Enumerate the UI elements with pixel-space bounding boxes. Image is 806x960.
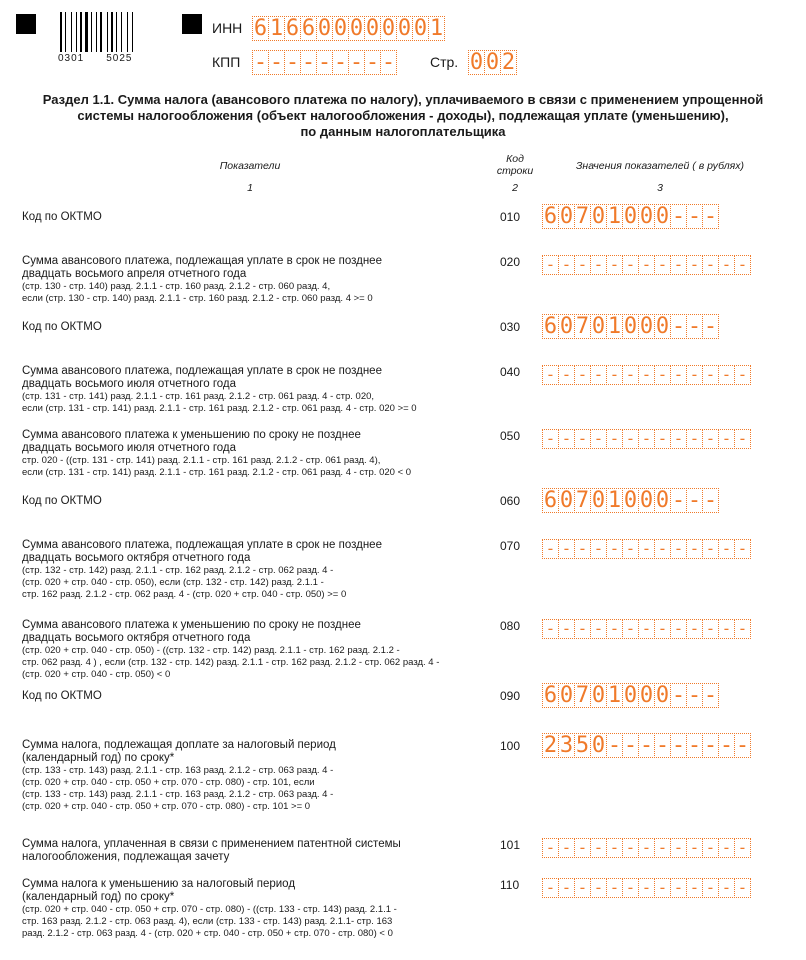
row-code: 101 [500,838,521,852]
barcode-bar [80,12,82,52]
barcode-bar [93,12,95,52]
row-label [22,539,492,601]
row-label [22,321,492,334]
field-cell: 6 [543,203,558,229]
field-cell: - [574,878,591,898]
field-cell: 7 [575,682,590,708]
barcode-bar [78,12,79,52]
field-cell: 2 [543,732,558,758]
row-formula: (стр. 133 - стр. 143) разд. 2.1.1 - стр. 163 разд. 2.1.2 - стр. 063 разд. 4 - (стр. 020 + стр. 040 - стр. 050 + стр. 070 - стр. 080) - стр. 101, если (стр. 133 - стр. 143) разд. 2.1.1 - стр. 163 разд. 2.1.2 - стр. 063 разд. 4 - (стр. 020 + стр. 040 - стр. 050 + стр. 070 - стр. 080) - стр. 101 >= 0 [22,765,334,812]
field-cell: - [606,878,623,898]
row-label-text: Код по ОКТМО [22,495,102,507]
field-cell: - [686,255,703,275]
field-cell: - [622,878,639,898]
field-cell: - [718,365,735,385]
field-cell: - [734,429,751,449]
row-label [22,739,492,813]
field-cell: - [622,365,639,385]
column-indicators-header: Показатели [219,160,281,172]
row-code: 110 [500,878,520,892]
field-cell: - [590,838,607,858]
row-code: 050 [500,429,521,443]
field-cell: 7 [575,203,590,229]
field-cell: - [670,619,687,639]
row-value-field[interactable] [542,683,718,708]
column-code-number: 2 [512,182,518,194]
field-cell: - [702,838,719,858]
barcode-bar [111,12,113,52]
barcode-number-left: 0301 [58,53,85,64]
barcode-bar [96,12,97,52]
field-cell: 3 [559,732,574,758]
field-cell: - [686,838,703,858]
row-code: 060 [500,494,521,508]
corner-marker-right [182,14,202,34]
field-cell: - [719,732,734,758]
field-cell: - [622,255,639,275]
row-label [22,878,492,940]
field-cell: - [671,313,686,339]
field-cell: - [670,429,687,449]
field-cell: - [702,878,719,898]
barcode-bar [73,12,75,52]
field-cell: 0 [317,15,332,41]
field-cell: - [687,682,702,708]
field-cell: 1 [607,203,622,229]
field-cell: - [607,732,622,758]
section-title [0,92,806,140]
corner-marker-left [16,14,36,34]
column-values-number: 3 [657,182,663,194]
field-cell: - [606,838,623,858]
field-cell: 0 [639,203,654,229]
field-cell: - [655,732,670,758]
barcode-bar [103,12,106,52]
barcode-bar [60,12,62,52]
field-cell: - [574,365,591,385]
field-cell: 1 [607,487,622,513]
row-label-text: Код по ОКТМО [22,690,102,702]
field-cell: 0 [365,15,380,41]
field-cell: - [638,619,655,639]
row-label-text: Код по ОКТМО [22,211,102,223]
field-cell: - [671,732,686,758]
field-cell: - [606,429,623,449]
field-cell: - [687,732,702,758]
field-cell: - [703,487,718,513]
field-cell: 0 [349,15,364,41]
field-cell: 0 [591,203,606,229]
field-cell: 6 [253,15,268,41]
field-cell: 6 [543,313,558,339]
row-label-text: Сумма авансового платежа, подлежащая уплате в срок не позднее двадцать восьмого октября отчетного года [22,539,382,564]
field-cell: - [686,539,703,559]
column-code-header [495,153,535,177]
field-cell: - [301,49,316,75]
barcode-bar [132,12,133,52]
row-label-text: Сумма авансового платежа, подлежащая уплате в срок не позднее двадцать восьмого апреля отчетного года [22,255,382,280]
field-cell: 5 [575,732,590,758]
barcode-bar [121,12,122,52]
field-cell: - [687,487,702,513]
field-cell: - [542,619,559,639]
field-cell: - [671,487,686,513]
field-cell: - [285,49,300,75]
field-cell: - [718,838,735,858]
field-cell: 1 [607,313,622,339]
field-cell: - [734,838,751,858]
row-formula: стр. 020 - ((стр. 131 - стр. 141) разд. 2.1.1 - стр. 161 разд. 2.1.2 - стр. 061 разд. 4), если (стр. 131 - стр. 141) разд. 2.1.1 - стр. 161 разд. 2.1.2 - стр. 061 разд. 4 - стр. 020 < 0 [22,455,412,478]
row-label [22,211,492,224]
field-cell: 6 [543,487,558,513]
row-value-field[interactable] [542,619,750,639]
row-code: 010 [500,210,521,224]
row-formula: (стр. 130 - стр. 140) разд. 2.1.1 - стр. 160 разд. 2.1.2 - стр. 060 разд. 4, если (стр. 130 - стр. 140) разд. 2.1.1 - стр. 160 разд. 2.1.2 - стр. 060 разд. 4 >= 0 [22,281,373,304]
field-cell: - [590,429,607,449]
field-cell: 0 [655,203,670,229]
field-cell: - [654,878,671,898]
barcode-bar [100,12,102,52]
field-cell: 6 [543,682,558,708]
field-cell: - [654,429,671,449]
field-cell: - [639,732,654,758]
barcode-number [58,53,133,64]
row-code: 100 [500,739,521,753]
field-cell: - [542,539,559,559]
field-cell: - [718,539,735,559]
row-label [22,429,492,479]
row-code: 030 [500,320,521,334]
field-cell: - [622,429,639,449]
field-cell: - [718,255,735,275]
field-cell: 0 [397,15,412,41]
field-cell: - [590,539,607,559]
row-value-field[interactable] [542,878,750,898]
field-cell: - [686,365,703,385]
row-label [22,255,492,305]
barcode-bar [114,12,115,52]
section-title-line3: по данным налогоплательщика [300,124,506,139]
field-cell: - [670,255,687,275]
field-cell: - [590,365,607,385]
field-cell: - [654,838,671,858]
barcode-number-right: 5025 [106,53,133,64]
field-cell: - [703,313,718,339]
field-cell: - [638,878,655,898]
field-cell: - [365,49,380,75]
column-values-header: Значения показателей ( в рублях) [575,160,745,172]
barcode-bar [116,12,117,52]
row-label-text: Код по ОКТМО [22,321,102,333]
field-cell: 0 [591,732,606,758]
field-cell: 2 [501,49,516,75]
field-cell: - [638,365,655,385]
barcode-bar [109,12,110,52]
field-cell: - [734,619,751,639]
field-cell: - [622,539,639,559]
field-cell: - [687,203,702,229]
field-cell: 0 [559,487,574,513]
field-cell: - [638,838,655,858]
field-cell: - [333,49,348,75]
field-cell: - [317,49,332,75]
field-cell: - [558,838,575,858]
field-cell: - [703,732,718,758]
row-formula: (стр. 020 + стр. 040 - стр. 050) - ((стр. 132 - стр. 142) разд. 2.1.1 - стр. 162 разд. 2.1.2 - стр. 062 разд. 4 ) , если (стр. 132 - стр. 142) разд. 2.1.1 - стр. 162 разд. 2.1.2 - стр. 062 разд. 4 - (стр. 020 + стр. 040 - стр. 050) < 0 [22,645,440,680]
field-cell: 0 [639,313,654,339]
field-cell: 0 [559,682,574,708]
field-cell: - [703,682,718,708]
field-cell: 0 [591,682,606,708]
field-cell: - [686,429,703,449]
field-cell: 6 [285,15,300,41]
field-cell: 1 [269,15,284,41]
field-cell: - [687,313,702,339]
row-label [22,495,492,508]
field-cell: - [670,365,687,385]
row-value-field[interactable] [542,539,750,559]
field-cell: - [558,539,575,559]
field-cell: - [542,878,559,898]
field-cell: 7 [575,487,590,513]
field-cell: - [574,255,591,275]
field-cell: - [686,878,703,898]
field-cell: - [718,619,735,639]
field-cell: - [622,619,639,639]
inn-field[interactable] [252,16,444,41]
barcode-bar [118,12,120,52]
field-cell: - [654,255,671,275]
field-cell: - [654,539,671,559]
field-cell: - [734,539,751,559]
row-code: 070 [500,539,521,553]
field-cell: - [606,365,623,385]
row-value-field[interactable] [542,255,750,275]
field-cell: 1 [607,682,622,708]
field-cell: 0 [623,203,638,229]
field-cell: - [590,878,607,898]
row-label-text: Сумма авансового платежа, подлежащая уплате в срок не позднее двадцать восьмого июля отчетного года [22,365,382,390]
row-formula: (стр. 132 - стр. 142) разд. 2.1.1 - стр. 162 разд. 2.1.2 - стр. 062 разд. 4 - (стр. 020 + стр. 040 - стр. 050), если (стр. 132 - стр. 142) разд. 2.1.1 - стр. 162 разд. 2.1.2 - стр. 062 разд. 4 - (стр. 020 + стр. 040 - стр. 050) >= 0 [22,565,347,600]
field-cell: - [702,619,719,639]
row-code: 020 [500,255,521,269]
field-cell: - [654,619,671,639]
field-cell: - [590,255,607,275]
field-cell: - [606,255,623,275]
field-cell: - [654,365,671,385]
row-code: 040 [500,365,521,379]
field-cell: - [734,255,751,275]
row-value-field[interactable] [542,429,750,449]
field-cell: 0 [623,313,638,339]
field-cell: 7 [575,313,590,339]
row-label-text: Сумма налога к уменьшению за налоговый период (календарный год) по сроку* [22,878,296,903]
row-label [22,690,492,703]
barcode-bar [127,12,128,52]
field-cell: 0 [655,682,670,708]
barcode-bar [76,12,77,52]
field-cell: - [590,619,607,639]
field-cell: - [638,255,655,275]
field-cell: - [703,203,718,229]
field-cell: - [671,203,686,229]
field-cell: 1 [429,15,444,41]
row-value-field[interactable] [542,733,750,758]
row-label [22,365,492,415]
field-cell: - [574,539,591,559]
field-cell: - [670,878,687,898]
barcode-bar [89,12,90,52]
row-value-field[interactable] [542,204,718,229]
page-number-field[interactable] [468,50,516,75]
field-cell: 0 [591,487,606,513]
field-cell: - [349,49,364,75]
field-cell: - [702,539,719,559]
row-label-text: Сумма налога, уплаченная в связи с применением патентной системы налогообложения, подлежащая зачету [22,838,401,863]
barcode-bar [134,12,135,52]
field-cell: - [574,838,591,858]
field-cell: 0 [623,487,638,513]
field-cell: 0 [591,313,606,339]
section-title-line1: Раздел 1.1. Сумма налога (авансового платежа по налогу), уплачиваемого в связи с применением упрощенной [42,92,764,107]
field-cell: 0 [623,682,638,708]
field-cell: 0 [639,487,654,513]
field-cell: - [606,539,623,559]
barcode-bar [63,12,64,52]
field-cell: - [606,619,623,639]
field-cell: - [734,365,751,385]
row-formula: (стр. 131 - стр. 141) разд. 2.1.1 - стр. 161 разд. 2.1.2 - стр. 061 разд. 4 - стр. 020, если (стр. 131 - стр. 141) разд. 2.1.1 - стр. 161 разд. 2.1.2 - стр. 061 разд. 4 - стр. 020 >= 0 [22,391,417,414]
row-value-field[interactable] [542,488,718,513]
kpp-label: КПП [212,54,241,70]
field-cell: - [702,429,719,449]
field-cell: 6 [301,15,316,41]
field-cell: - [686,619,703,639]
barcode-bar [71,12,72,52]
field-cell: - [269,49,284,75]
row-value-field[interactable] [542,314,718,339]
field-cell: 0 [559,203,574,229]
field-cell: - [718,429,735,449]
column-code-line1: Код [506,153,524,165]
field-cell: - [623,732,638,758]
kpp-field[interactable] [252,50,396,75]
row-value-field[interactable] [542,365,750,385]
field-cell: - [558,878,575,898]
field-cell: - [622,838,639,858]
row-formula: (стр. 020 + стр. 040 - стр. 050 + стр. 070 - стр. 080) - ((стр. 133 - стр. 143) разд. 2.1.1 - стр. 163 разд. 2.1.2 - стр. 063 разд. 4), если (стр. 133 - стр. 143) разд. 2.1.1- стр. 163 разд. 2.1.2 - стр. 063 разд. 4 - (стр. 020 + стр. 040 - стр. 050 + стр. 070 - стр. 080) < 0 [22,904,397,939]
field-cell: - [558,429,575,449]
field-cell: - [542,255,559,275]
field-cell: - [702,365,719,385]
barcode-bar [65,12,66,52]
field-cell: - [670,539,687,559]
field-cell: - [558,619,575,639]
barcode-bar [123,12,126,52]
row-value-field[interactable] [542,838,750,858]
field-cell: 0 [655,487,670,513]
row-label-text: Сумма налога, подлежащая доплате за налоговый период (календарный год) по сроку* [22,739,336,764]
field-cell: - [558,255,575,275]
field-cell: 0 [413,15,428,41]
field-cell: - [542,429,559,449]
field-cell: 0 [559,313,574,339]
field-cell: - [671,682,686,708]
row-label [22,838,492,864]
column-indicators-number: 1 [247,182,253,194]
row-code: 080 [500,619,521,633]
barcode [60,12,136,52]
row-code: 090 [500,689,521,703]
field-cell: - [574,619,591,639]
field-cell: - [718,878,735,898]
barcode-bar [107,12,108,52]
field-cell: - [670,838,687,858]
field-cell: - [558,365,575,385]
field-cell: 0 [469,49,484,75]
field-cell: - [702,255,719,275]
barcode-bar [129,12,131,52]
field-cell: - [734,878,751,898]
field-cell: - [542,365,559,385]
page-label: Стр. [430,54,459,70]
field-cell: - [381,49,396,75]
barcode-bar [67,12,70,52]
column-code-line2: строки [496,165,534,177]
section-title-line2: системы налогообложения (объект налогообложения - доходы), подлежащая уплате (уменьшению), [77,108,729,123]
field-cell: 0 [333,15,348,41]
field-cell: - [638,429,655,449]
field-cell: - [574,429,591,449]
barcode-bar [91,12,92,52]
field-cell: - [542,838,559,858]
barcode-bar [98,12,99,52]
field-cell: - [253,49,268,75]
field-cell: - [638,539,655,559]
inn-label: ИНН [212,20,243,36]
field-cell: 0 [655,313,670,339]
field-cell: - [735,732,750,758]
row-label-text: Сумма авансового платежа к уменьшению по сроку не позднее двадцать восьмого июля отчетного года [22,429,361,454]
barcode-bar [85,12,88,52]
field-cell: 0 [639,682,654,708]
field-cell: 0 [485,49,500,75]
barcode-bar [83,12,84,52]
row-label [22,619,492,681]
field-cell: 0 [381,15,396,41]
row-label-text: Сумма авансового платежа к уменьшению по сроку не позднее двадцать восьмого октября отчетного года [22,619,361,644]
